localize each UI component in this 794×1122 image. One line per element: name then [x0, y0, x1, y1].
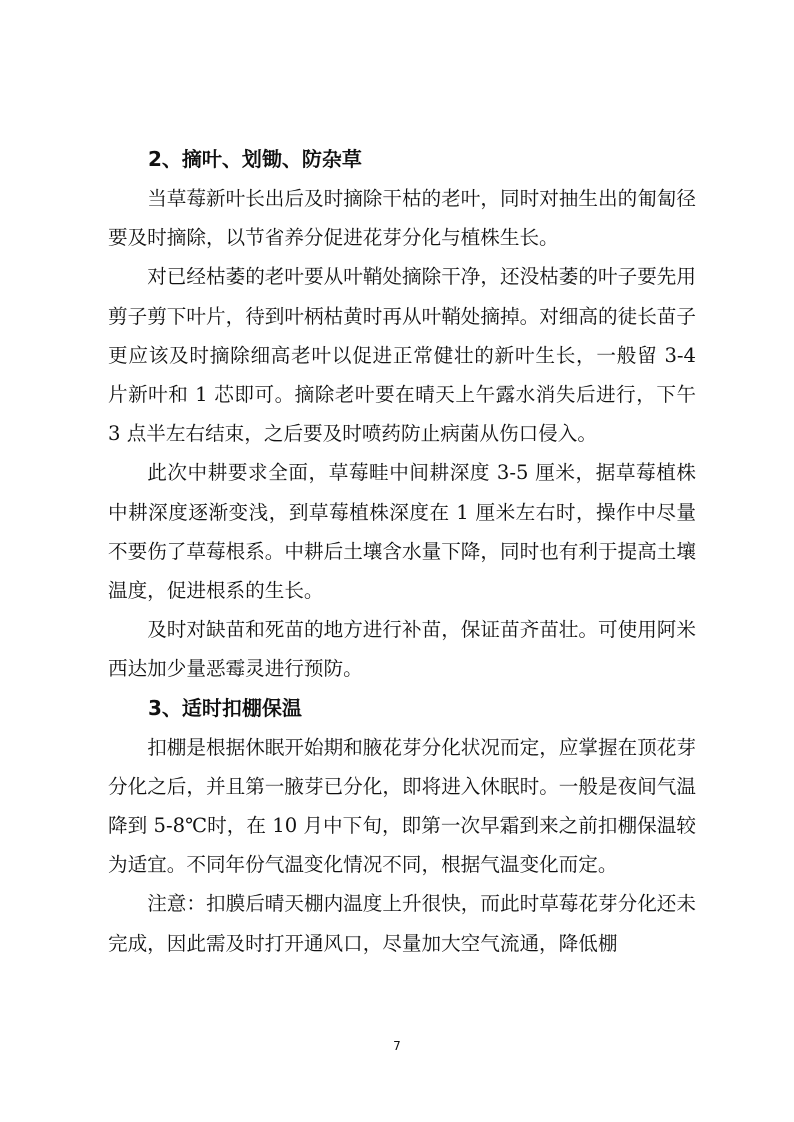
- paragraph-replanting: 及时对缺苗和死苗的地方进行补苗，保证苗齐苗壮。可使用阿米西达加少量恶霉灵进行预防。: [108, 618, 696, 681]
- paragraph-ventilation-note: 注意：扣膜后晴天棚内温度上升很快，而此时草莓花芽分化还未完成，因此需及时打开通风口，尽量加大空气流通，降低棚: [108, 892, 696, 955]
- paragraph-remove-old-leaves: 当草莓新叶长出后及时摘除干枯的老叶，同时对抽生出的匍匐径要及时摘除，以节省养分促进花芽分化与植株生长。: [108, 187, 696, 250]
- paragraph-cultivation: 此次中耕要求全面，草莓畦中间耕深度 3-5 厘米，据草莓植株中耕深度逐渐变浅，到草莓植株深度在 1 厘米左右时，操作中尽量不要伤了草莓根系。中耕后土壤含水量下降，同时也有利于提高土壤温度，促进根系的生长。: [108, 461, 696, 603]
- section-heading-pruning: 2、摘叶、划锄、防杂草: [148, 147, 362, 171]
- section-heading-greenhouse-cover: 3、适时扣棚保温: [148, 695, 302, 720]
- paragraph-leaf-removal-method: 对已经枯萎的老叶要从叶鞘处摘除干净，还没枯萎的叶子要先用剪子剪下叶片，待到叶柄枯黄时再从叶鞘处摘掉。对细高的徒长苗子更应该及时摘除细高老叶以促进正常健壮的新叶生长，一般留 3-4 片新叶和 1 芯即可。摘除老叶要在晴天上午露水消失后进行，下午 3 点半左右结束，之后要及时喷药防止病菌从伤口侵入。: [108, 265, 696, 446]
- paragraph-cover-timing: 扣棚是根据休眠开始期和腋花芽分化状况而定，应掌握在顶花芽分化之后，并且第一腋芽已分化，即将进入休眠时。一般是夜间气温降到 5-8℃时，在 10 月中下旬，即第一次早霜到来之前扣棚保温较为适宜。不同年份气温变化情况不同，根据气温变化而定。: [108, 735, 696, 877]
- page-number: 7: [393, 1039, 401, 1053]
- page-content: [108, 140, 696, 963]
